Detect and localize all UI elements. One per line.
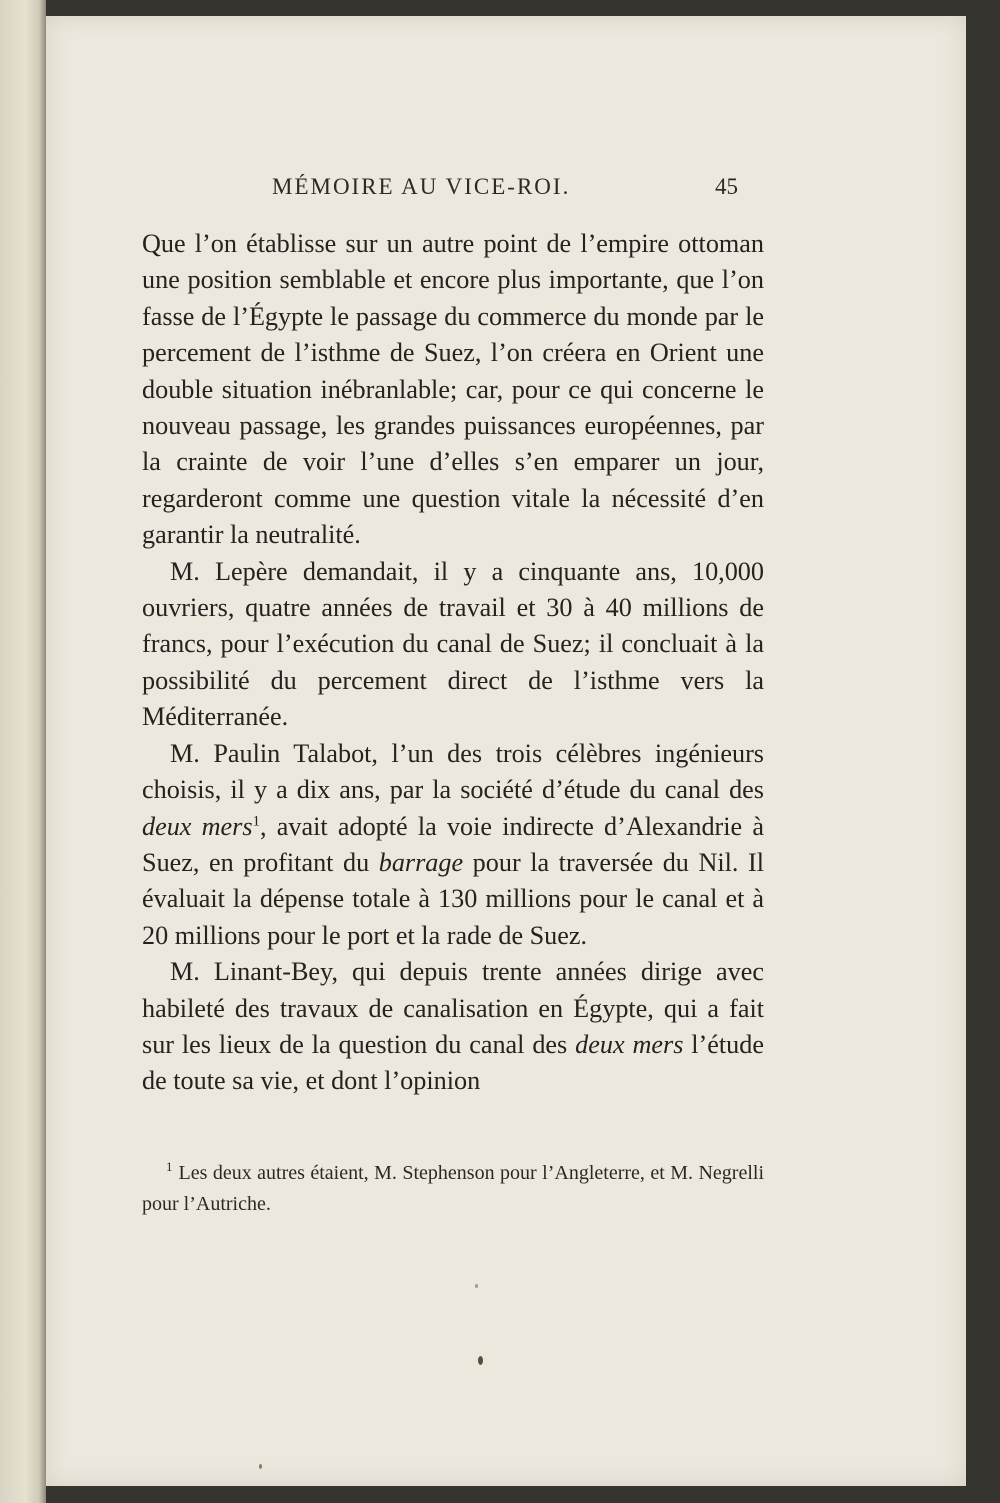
paragraph-4-text: l’étude de toute sa vie, et dont l’opinion [142,1029,764,1096]
running-head [272,174,752,210]
page-number: 45 [715,174,738,199]
ink-blot [478,1356,483,1365]
paper-spot [259,1464,262,1469]
running-title: MÉMOIRE AU VICE-ROI. [272,174,571,199]
previous-page-edge [0,0,46,1503]
paragraph-3-text: , avait adopté la voie indirecte d’Alexandrie à Suez, en profitant du [142,811,764,877]
italic-phrase: deux mers [142,811,253,841]
body-text [142,226,764,1100]
paragraph-2: M. Lepère demandait, il y a cinquante ans, 10,000 ouvriers, quatre années de travail et 30 à 40 millions de francs, pour l’exécution du canal de Suez; il concluait à la possibilité du percement direct de l’isthme vers la Méditerranée. [142,556,764,732]
footnote [142,1158,764,1220]
footnote-text: Les deux autres étaient, M. Stephenson pour l’Angleterre, et M. Negrelli pour l’Autriche. [142,1162,764,1215]
paragraph-3-text: pour la traversée du Nil. Il évaluait la dépense totale à 130 millions pour le canal et à 20 millions pour le port et la rade de Suez. [142,847,765,950]
italic-word: barrage [378,847,464,877]
paragraph-1: Que l’on établisse sur un autre point de l’empire ottoman une position semblable et encore plus importante, que l’on fasse de l’Égypte le passage du commerce du monde par le percement de l’isthme de Suez, l’on créera en Orient une double situation inébranlable; car, pour ce qui concerne le nouveau passage, les grandes puissances européennes, par la crainte de voir l’une d’elles s’en emparer un jour, regarderont comme une question vitale la nécessité d’en garantir la neutralité. [142,229,764,550]
footnote-marker: 1 [166,1159,173,1175]
paragraph-3-text: M. Paulin Talabot, l’un des trois célèbres ingénieurs choisis, il y a dix ans, par la société d’étude du canal des [142,738,764,805]
paragraph-3 [142,736,764,954]
italic-phrase: deux mers [575,1029,684,1059]
paragraph-4 [142,954,764,1100]
paper-spot [475,1284,478,1288]
footnote-reference: 1 [252,812,261,829]
paragraph-4-text: M. Linant-Bey, qui depuis trente années dirige avec habileté des travaux de canalisation en Égypte, qui a fait sur les lieux de la question du canal des [142,957,764,1059]
